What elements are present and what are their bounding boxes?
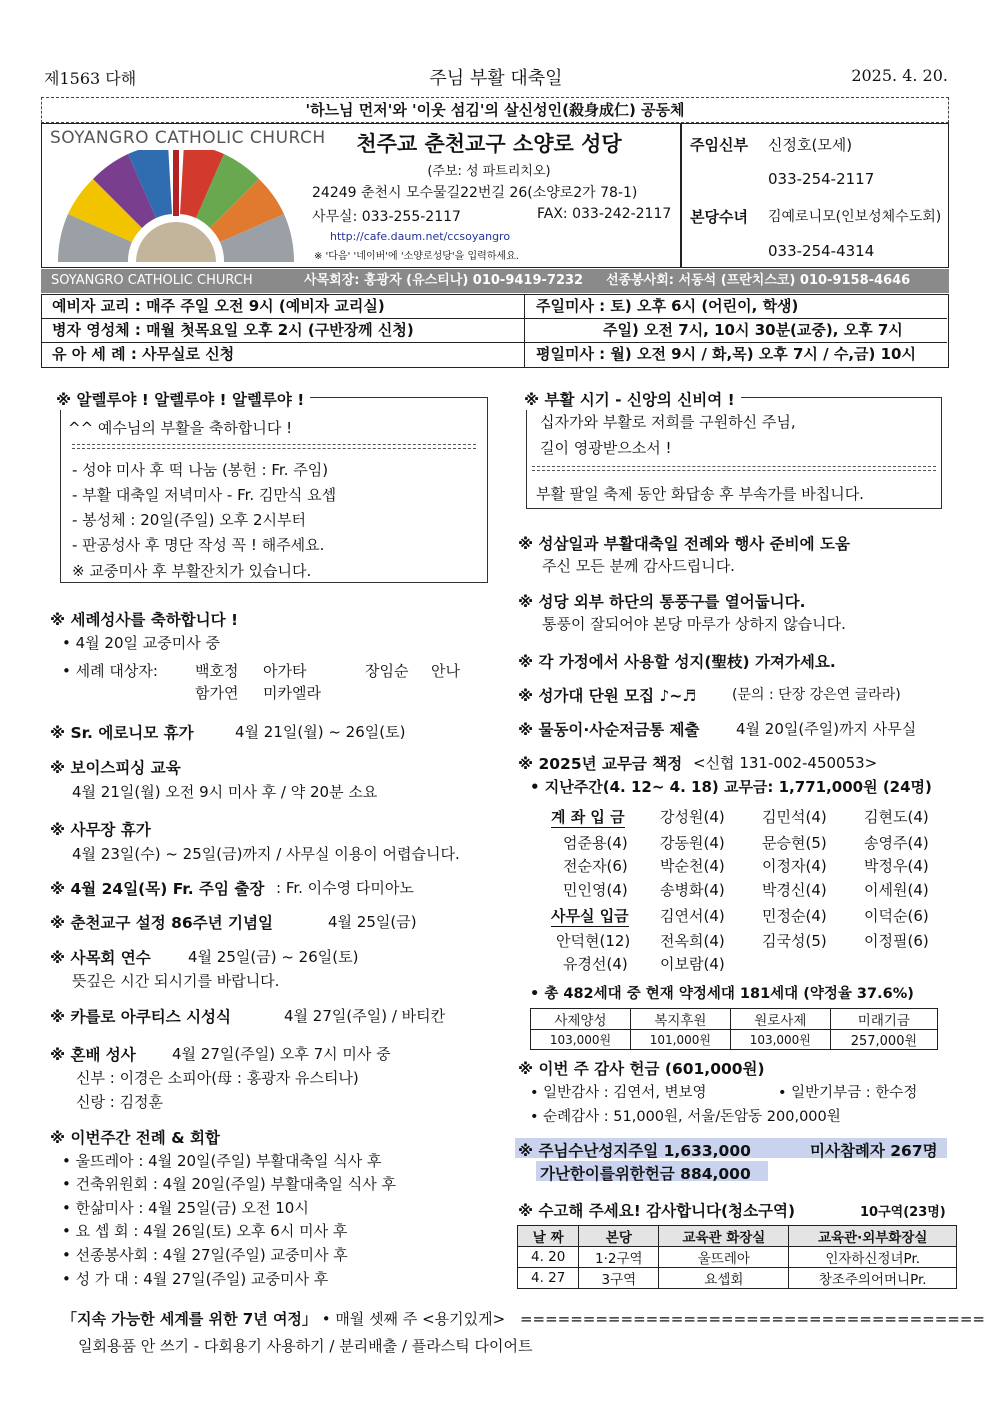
canonization-text: 4월 27일(주일) / 바티칸 <box>284 1007 446 1025</box>
donor: 박순천(4) <box>660 857 725 875</box>
bank-deposit-label: 계 좌 입 금 <box>551 808 625 826</box>
cleaning-cell: 울뜨레아 <box>659 1247 789 1268</box>
divider <box>532 466 936 467</box>
donor: 이정자(4) <box>762 857 827 875</box>
church-address: 24249 춘천시 모수물길22번길 26(소양로2가 78-1) <box>312 185 638 201</box>
cleaning-cell: 4. 20 <box>518 1247 579 1268</box>
diocese-anniversary-date: 4월 25일(금) <box>328 913 417 931</box>
list-item: ※ 교중미사 후 부활잔치가 있습니다. <box>72 562 312 580</box>
meeting-item: • 울뜨레아 : 4월 20일(주일) 부활대축일 식사 후 <box>62 1152 382 1170</box>
cleaning-header: 교육관 화장실 <box>659 1226 789 1247</box>
pastor-label: 주임신부 <box>690 136 748 154</box>
fax-number: FAX: 033-242-2117 <box>537 206 672 222</box>
schedule-cell: 병자 영성체 : 매월 첫목요일 오후 2시 (구반장께 신청) <box>52 321 414 339</box>
list-item: - 부활 대축일 저녁미사 - Fr. 김만식 요셉 <box>72 486 337 504</box>
mass-schedule-table <box>41 294 949 368</box>
cleaning-header: 본당 <box>579 1226 659 1247</box>
meeting-item: • 성 가 대 : 4월 27일(주일) 교중미사 후 <box>62 1270 329 1288</box>
box-submit-title: ※ 물동이·사순저금통 제출 <box>518 721 700 739</box>
meeting-item: • 선종봉사회 : 4월 27일(주일) 교중미사 후 <box>62 1246 348 1264</box>
fund-header: 원로사제 <box>730 1009 830 1030</box>
donor: 김현도(4) <box>864 808 929 826</box>
schedule-cell: 주일미사 : 토) 오후 6시 (어린이, 학생) <box>536 297 799 315</box>
footer-subheading: • 매월 셋째 주 <용기있게> <box>321 1310 506 1328</box>
thanks-text: 주신 모든 분께 감사드립니다. <box>542 557 735 575</box>
choir-contact: (문의 : 단장 강은연 글라라) <box>732 687 901 703</box>
cleaning-title: ※ 수고해 주세요! 감사합니다(청소구역) <box>518 1202 796 1220</box>
sister-leave-title: ※ Sr. 에로니모 휴가 <box>50 724 194 742</box>
nun-label: 본당수녀 <box>690 208 748 226</box>
vent-text: 통풍이 잘되어야 본당 마루가 상하지 않습니다. <box>542 615 846 633</box>
meeting-item: • 건축위원회 : 4월 20일(주일) 부활대축일 식사 후 <box>62 1175 396 1193</box>
pastor-phone: 033-254-2117 <box>768 170 875 188</box>
page-title: 주님 부활 대축일 <box>429 68 563 89</box>
divider <box>680 123 682 268</box>
donor: 이덕순(6) <box>864 907 929 925</box>
baptism-name: 함가연 <box>195 684 239 702</box>
donor: 엄준용(4) <box>563 834 628 852</box>
dues-week: • 지난주간(4. 12~ 4. 18) 교무금: 1,771,000원 (24명) <box>530 778 932 796</box>
palm-sunday-offering: ※ 주님수난성지주일 1,633,000 <box>518 1142 751 1160</box>
office-leave-text: 4월 23일(수) ~ 25일(금)까지 / 사무실 이용이 어렵습니다. <box>72 845 460 863</box>
patron-saint: (주보: 성 파트리치오) <box>427 164 551 179</box>
donor: 이세원(4) <box>864 881 929 899</box>
dues-account: <신협 131-002-450053> <box>693 754 878 772</box>
dues-title: ※ 2025년 교무금 책정 <box>518 755 683 773</box>
alleluia-title: ※ 알렐루야 ! 알렐루야 ! 알렐루야 ! <box>50 388 310 410</box>
baptism-saint: 안나 <box>431 662 460 680</box>
meeting-item: • 한삶미사 : 4월 25일(금) 오전 10시 <box>62 1199 309 1217</box>
easter-season-title: ※ 부활 시기 - 신앙의 신비여 ! <box>518 388 741 410</box>
baptism-label: • 세례 대상자: <box>62 662 158 680</box>
donor: 민인영(4) <box>563 881 628 899</box>
donor: 김민석(4) <box>762 808 827 826</box>
donor: 전옥희(4) <box>660 932 725 950</box>
fund-value: 257,000원 <box>830 1030 937 1050</box>
alleluia-greeting: ^^ 예수님의 부활을 축하합니다 ! <box>68 419 293 437</box>
cleaning-header: 날 짜 <box>518 1226 579 1247</box>
footer-heading: 「지속 가능한 세계를 위한 7년 여정」 <box>62 1310 317 1328</box>
schedule-cell: 유 아 세 례 : 사무실로 신청 <box>52 345 235 363</box>
mass-attendance: 미사참례자 267명 <box>810 1142 938 1160</box>
cleaning-cell: 4. 27 <box>518 1268 579 1289</box>
phishing-text: 4월 21일(월) 오전 9시 미사 후 / 약 20분 소요 <box>72 783 378 801</box>
list-item: - 판공성사 후 명단 작성 꼭 ! 해주세요. <box>72 536 325 554</box>
thanksgiving-line: • 순례감사 : 51,000원, 서울/돈암동 200,000원 <box>530 1109 841 1125</box>
footer-dashes: ===================================== <box>519 1310 985 1328</box>
pledge-total: • 총 482세대 중 현재 약정세대 181세대 (약정율 37.6%) <box>530 986 914 1002</box>
contact-bar-church: SOYANGRO CATHOLIC CHURCH <box>51 273 253 288</box>
diocese-anniversary-title: ※ 춘천교구 설정 86주년 기념일 <box>50 914 273 932</box>
donor: 민정순(4) <box>762 907 827 925</box>
office-leave-title: ※ 사무장 휴가 <box>50 821 151 839</box>
baptism-date: • 4월 20일 교중미사 중 <box>62 634 220 652</box>
donor: 유경선(4) <box>563 955 628 973</box>
footer-text: 일회용품 안 쓰기 - 다회용기 사용하기 / 분리배출 / 플라스틱 다이어트 <box>78 1337 533 1355</box>
cleaning-cell: 창조주의어머니Pr. <box>789 1268 957 1289</box>
donor: 송영주(4) <box>864 834 929 852</box>
box-submit-text: 4월 20일(주일)까지 사무실 <box>736 720 917 738</box>
pastor-name: 신정호(모세) <box>768 136 853 154</box>
easter-season-note: 부활 팔일 축제 동안 화답송 후 부속가를 바칩니다. <box>536 485 864 503</box>
fund-header: 복지후원 <box>630 1009 730 1030</box>
vent-title: ※ 성당 외부 하단의 통풍구를 열어둡니다. <box>518 593 806 611</box>
donor: 박경신(4) <box>762 881 827 899</box>
pastor-trip-title: ※ 4월 24일(목) Fr. 주임 출장 <box>50 880 265 898</box>
easter-season-line: 십자가와 부활로 저희를 구원하신 주님, <box>540 413 796 431</box>
baptism-title: ※ 세례성사를 축하합니다 ! <box>50 611 239 629</box>
donor: 문승현(5) <box>762 834 827 852</box>
pastoral-council-contact: 사목회장: 홍광자 (유스티나) 010-9419-7232 <box>304 273 584 288</box>
donor: 강성원(4) <box>660 808 725 826</box>
cleaning-cell: 3구역 <box>579 1268 659 1289</box>
logo-text: SOYANGRO CATHOLIC CHURCH <box>50 128 326 148</box>
fund-table <box>530 1008 938 1050</box>
cleaning-count: 10구역(23명) <box>860 1205 946 1220</box>
donor: 김국성(5) <box>762 932 827 950</box>
donor: 김연서(4) <box>660 907 725 925</box>
meeting-item: • 요 셉 회 : 4월 26일(토) 오후 6시 미사 후 <box>62 1222 348 1240</box>
wedding-groom: 신랑 : 김정훈 <box>76 1093 164 1111</box>
council-retreat-date: 4월 25일(금) ~ 26일(토) <box>188 948 359 966</box>
baptism-name: 장임순 <box>365 662 409 680</box>
donor: 이정필(6) <box>864 932 929 950</box>
fund-header: 사제양성 <box>531 1009 631 1030</box>
thanksgiving-line: • 일반감사 : 김연서, 변보영 <box>530 1085 707 1101</box>
baptism-saint: 아가타 <box>263 662 307 680</box>
fund-value: 101,000원 <box>630 1030 730 1050</box>
list-item: - 성야 미사 후 떡 나눔 (봉헌 : Fr. 주임) <box>72 461 329 479</box>
nun-name: 김예로니모(인보성체수도회) <box>768 209 942 225</box>
choir-title: ※ 성가대 단원 모집 ♪~♬ <box>518 687 697 705</box>
search-note: ※ '다음' '네이버'에 '소양로성당'을 입력하세요. <box>314 251 519 262</box>
cleaning-cell: 1·2구역 <box>579 1247 659 1268</box>
wedding-time: 4월 27일(주일) 오후 7시 미사 중 <box>172 1045 391 1063</box>
thanksgiving-offering-title: ※ 이번 주 감사 헌금 (601,000원) <box>518 1060 765 1078</box>
divider <box>524 294 525 368</box>
motto-banner: '하느님 먼저'와 '이웃 섬김'의 살신성인(殺身成仁) 공동체 <box>41 97 949 123</box>
canonization-title: ※ 카를로 아쿠티스 시성식 <box>50 1008 231 1026</box>
nun-phone: 033-254-4314 <box>768 242 875 260</box>
poor-offering: 가난한이를위한헌금 884,000 <box>540 1165 751 1183</box>
meetings-title: ※ 이번주간 전례 & 회합 <box>50 1129 220 1147</box>
donor: 안덕현(12) <box>556 932 631 950</box>
divider <box>532 470 936 471</box>
issue-date: 2025. 4. 20. <box>851 66 948 85</box>
wedding-title: ※ 혼배 성사 <box>50 1046 136 1064</box>
list-item: - 봉성체 : 20일(주일) 오후 2시부터 <box>72 511 307 529</box>
footer-title <box>62 1308 985 1329</box>
baptism-saint: 미카엘라 <box>263 684 321 702</box>
easter-season-line: 길이 영광받으소서 ! <box>540 439 672 457</box>
divider <box>72 444 476 445</box>
fund-value: 103,000원 <box>730 1030 830 1050</box>
schedule-cell: 평일미사 : 월) 오전 9시 / 화,목) 오후 7시 / 수,금) 10시 <box>536 345 916 363</box>
council-retreat-text: 뜻깊은 시간 되시기를 바랍니다. <box>72 972 280 990</box>
church-name: 천주교 춘천교구 소양로 성당 <box>356 132 622 156</box>
thanks-title: ※ 성삼일과 부활대축일 전례와 행사 준비에 도움 <box>518 535 850 553</box>
palm-title: ※ 각 가정에서 사용할 성지(聖枝) 가져가세요. <box>518 653 836 671</box>
schedule-cell: 주일) 오전 7시, 10시 30분(교중), 오후 7시 <box>603 321 903 339</box>
cleaning-table <box>517 1225 957 1289</box>
donor: 강동원(4) <box>660 834 725 852</box>
divider <box>72 448 476 449</box>
thanksgiving-line: • 일반기부금 : 한수정 <box>778 1085 918 1101</box>
donor: 송병화(4) <box>660 881 725 899</box>
phishing-title: ※ 보이스피싱 교육 <box>50 759 181 777</box>
cleaning-cell: 요셉회 <box>659 1268 789 1289</box>
funeral-service-contact: 선종봉사회: 서동석 (프란치스코) 010-9158-4646 <box>606 273 911 288</box>
pastor-trip-text: : Fr. 이수영 다미아노 <box>276 879 414 897</box>
schedule-cell: 예비자 교리 : 매주 주일 오전 9시 (예비자 교리실) <box>52 297 385 315</box>
issue-number: 제1563 다해 <box>44 69 137 88</box>
council-retreat-title: ※ 사목회 연수 <box>50 949 151 967</box>
donor: 전순자(6) <box>563 857 628 875</box>
office-phone: 사무실: 033-255-2117 <box>312 209 461 225</box>
donor: 이보람(4) <box>660 955 725 973</box>
fund-value: 103,000원 <box>531 1030 631 1050</box>
sister-leave-date: 4월 21일(월) ~ 26일(토) <box>235 723 406 741</box>
church-logo-icon <box>56 150 296 262</box>
baptism-name: 백호정 <box>195 662 239 680</box>
cleaning-cell: 인자하신정녀Pr. <box>789 1247 957 1268</box>
fund-header: 미래기금 <box>830 1009 937 1030</box>
wedding-bride: 신부 : 이경은 소피아(母 : 홍광자 유스티나) <box>76 1069 359 1087</box>
donor: 박정우(4) <box>864 857 929 875</box>
cafe-link[interactable]: http://cafe.daum.net/ccsoyangro <box>330 230 511 243</box>
cleaning-header: 교육관·외부화장실 <box>789 1226 957 1247</box>
office-deposit-label: 사무실 입금 <box>551 907 629 925</box>
